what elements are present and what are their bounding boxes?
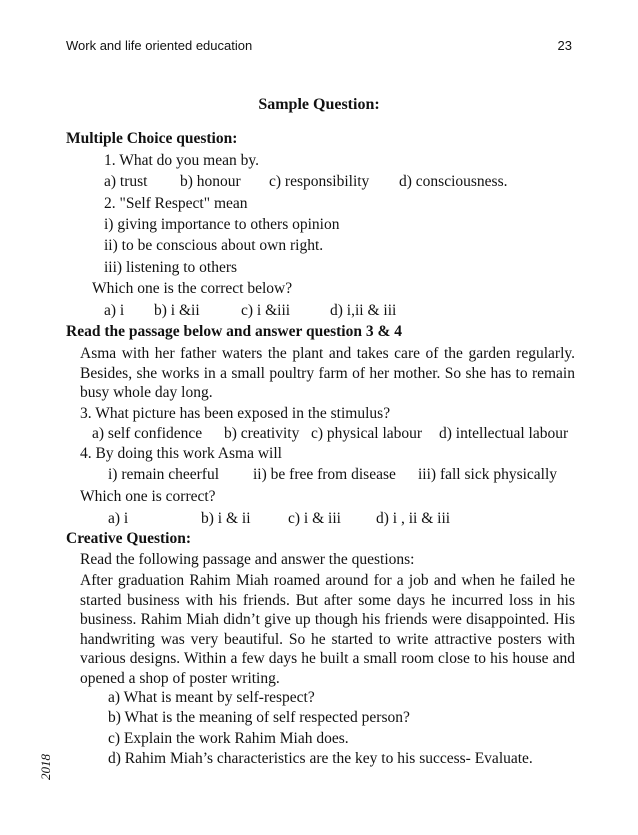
page-header [66,38,572,53]
option-d: d) i,ii & iii [330,302,397,319]
question-4-prompt: Which one is correct? [80,488,216,505]
running-title: Work and life oriented education [66,38,253,53]
creative-passage: After graduation Rahim Miah roamed around for a job and when he failed he started business with his friends. But after some days he incurred loss in his business. Rahim Miah didn’t give up though his friends were disappointed. His handwriting was very beautiful. So he started to write attractive posters with various designs. Within a few days he built a small room close to his house and opened a shop of poster writing. [80,572,575,687]
question-4-statements [108,465,568,485]
question-2-options [104,301,504,321]
option-a: a) trust [104,173,148,190]
question-1: 1. What do you mean by. [104,152,259,169]
creative-question-a: a) What is meant by self-respect? [108,689,315,706]
section-title: Sample Question: [258,96,380,113]
option-a: a) i [108,510,129,527]
creative-heading: Creative Question: [66,530,191,547]
creative-instruction: Read the following passage and answer the questions: [80,551,415,568]
edition-year: 2018 [38,754,53,780]
question-1-options [104,172,584,192]
statement-iii: iii) fall sick physically [418,466,558,483]
option-b: b) i & ii [201,510,251,527]
statement-i: i) remain cheerful [108,466,220,483]
option-d: d) i , ii & iii [376,510,451,527]
option-c: c) i & iii [288,510,341,527]
question-2-prompt: Which one is the correct below? [92,280,293,297]
passage-heading: Read the passage below and answer question 3 & 4 [66,323,403,340]
option-d: d) consciousness. [399,173,508,190]
option-b: b) honour [180,173,241,190]
question-3: 3. What picture has been exposed in the stimulus? [80,405,391,422]
option-a: a) i [104,302,125,319]
creative-question-c: c) Explain the work Rahim Miah does. [108,730,349,747]
option-c: c) responsibility [269,173,370,190]
question-2: 2. "Self Respect" mean [104,195,248,212]
statement-i: i) giving importance to others opinion [104,216,340,233]
passage-text: Asma with her father waters the plant and takes care of the garden regularly. Besides, she works in a small poultry farm of her mother. So she has to remain busy whole day long. [80,345,575,401]
statement-iii: iii) listening to others [104,259,238,276]
option-d: d) intellectual labour [439,425,569,442]
option-a: a) self confidence [92,425,203,442]
creative-question-d: d) Rahim Miah’s characteristics are the key to his success- Evaluate. [108,750,533,767]
statement-ii: ii) be free from disease [253,466,396,483]
option-b: b) creativity [224,425,300,442]
creative-question-b: b) What is the meaning of self respected person? [108,709,410,726]
option-b: b) i &ii [154,302,200,319]
question-3-options [92,424,582,444]
statement-ii: ii) to be conscious about own right. [104,237,324,254]
page-number: 23 [557,38,572,53]
option-c: c) i &iii [241,302,291,319]
option-c: c) physical labour [311,425,423,442]
question-4-options [108,509,508,529]
mcq-heading: Multiple Choice question: [66,130,238,147]
question-4: 4. By doing this work Asma will [80,445,282,462]
